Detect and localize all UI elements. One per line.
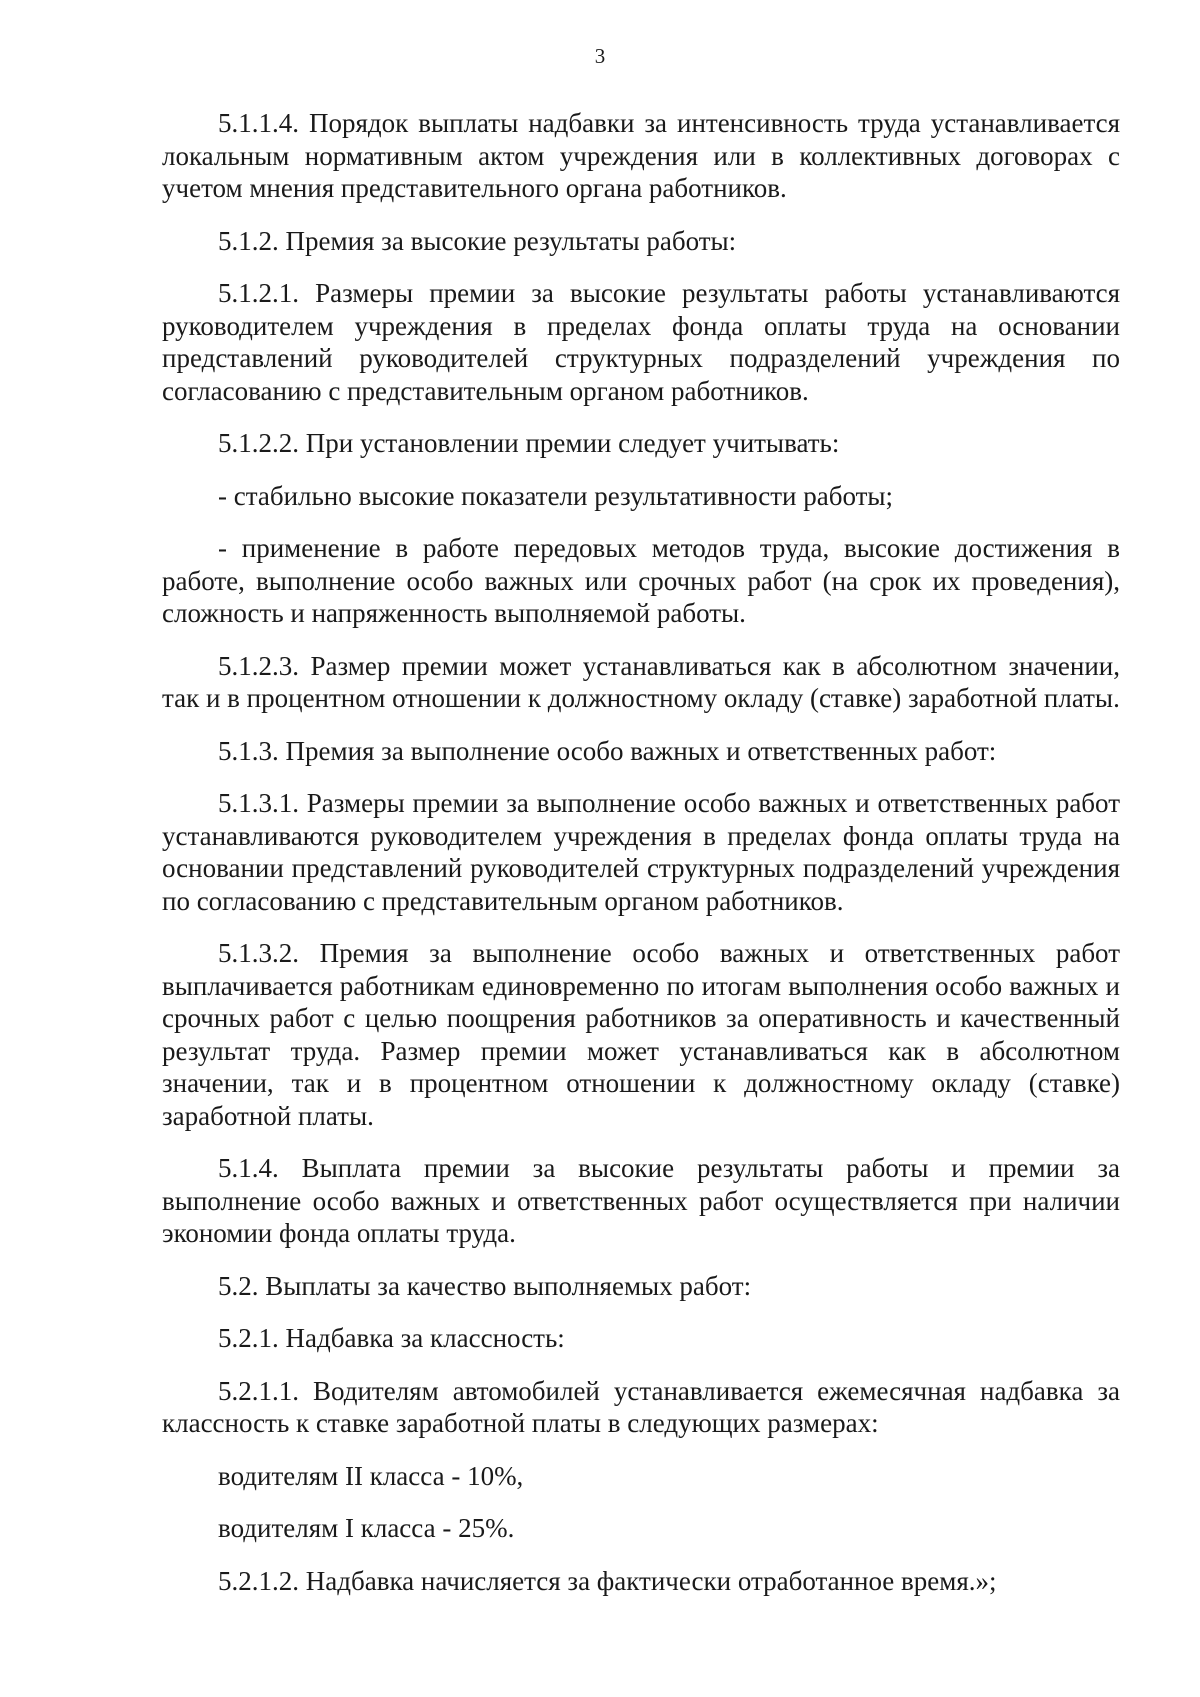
paragraph-5-2-1-2: 5.2.1.2. Надбавка начисляется за фактически отработанное время.»; (218, 1565, 997, 1596)
page-number: 3 (594, 44, 606, 68)
paragraph-5-2-1: 5.2.1. Надбавка за классность: (218, 1323, 565, 1353)
list-item-class-2: водителям II класса - 10%, (218, 1460, 524, 1491)
document-body (162, 107, 1120, 1617)
paragraph-5-1-2-2: 5.1.2.2. При установлении премии следует учитывать: (218, 428, 840, 458)
list-item-stable-results: - стабильно высокие показатели результативности работы; (218, 480, 894, 511)
list-item-advanced-methods: - применение в работе передовых методов труда, высокие достижения в работе, выполнение особо важных или срочных работ (на срок их проведения), сложность и напряженность выполняемой работы. (162, 533, 1120, 628)
paragraph-5-1-3-2: 5.1.3.2. Премия за выполнение особо важных и ответственных работ выплачивается работникам единовременно по итогам выполнения особо важных и срочных работ с целью поощрения работников за оперативность и качественный результат труда. Размер премии может устанавливаться как в абсолютном значении, так и в процентном отношении к должностному окладу (ставке) заработной платы. (162, 938, 1120, 1131)
list-item-class-1: водителям I класса - 25%. (218, 1513, 515, 1543)
paragraph-5-1-2-1: 5.1.2.1. Размеры премии за высокие результаты работы устанавливаются руководителем учреждения в пределах фонда оплаты труда на основании представлений руководителей структурных подразделений учреждения по согласованию с представительным органом работников. (162, 278, 1120, 406)
paragraph-5-1-1-4: 5.1.1.4. Порядок выплаты надбавки за интенсивность труда устанавливается локальным нормативным актом учреждения или в коллективных договорах с учетом мнения представительного органа работников. (162, 108, 1120, 203)
paragraph-5-1-2-3: 5.1.2.3. Размер премии может устанавливаться как в абсолютном значении, так и в процентном отношении к должностному окладу (ставке) заработной платы. (162, 650, 1120, 713)
paragraph-5-1-2: 5.1.2. Премия за высокие результаты работы: (218, 225, 737, 256)
paragraph-5-2-1-1: 5.2.1.1. Водителям автомобилей устанавливается ежемесячная надбавка за классность к ставке заработной платы в следующих размерах: (162, 1375, 1120, 1438)
paragraph-5-1-4: 5.1.4. Выплата премии за высокие результаты работы и премии за выполнение особо важных и ответственных работ осуществляется при наличии экономии фонда оплаты труда. (162, 1153, 1120, 1248)
paragraph-5-1-3: 5.1.3. Премия за выполнение особо важных и ответственных работ: (218, 735, 997, 766)
paragraph-5-2: 5.2. Выплаты за качество выполняемых работ: (218, 1270, 752, 1301)
paragraph-5-1-3-1: 5.1.3.1. Размеры премии за выполнение особо важных и ответственных работ устанавливаются руководителем учреждения в пределах фонда оплаты труда на основании представлений руководителей структурных подразделений учреждения по согласованию с представительным органом работников. (162, 788, 1120, 916)
